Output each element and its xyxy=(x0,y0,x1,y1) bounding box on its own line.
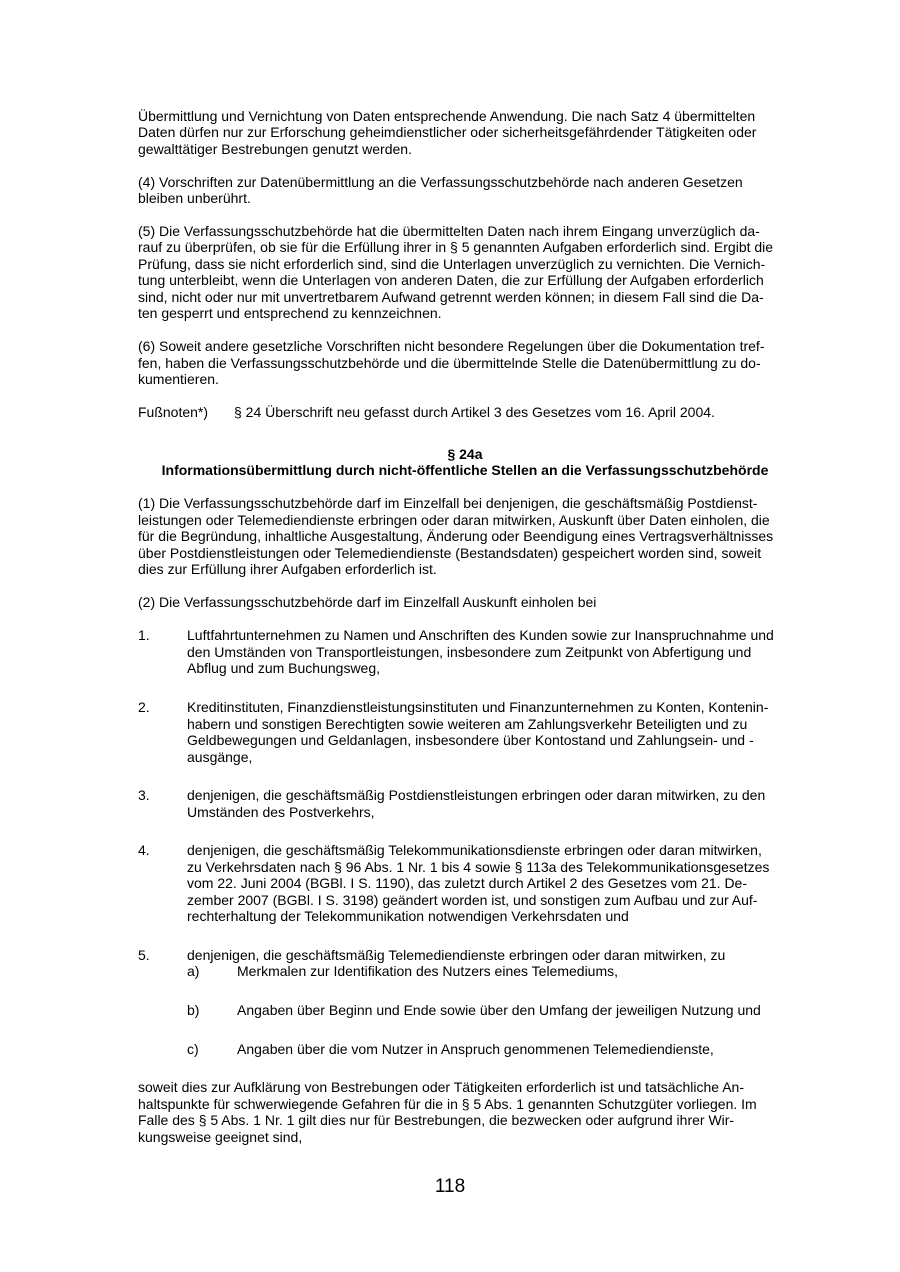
list-number: 4. xyxy=(138,842,150,858)
section-title: Informationsübermittlung durch nicht-öffentliche Stellen an die Verfassungsschutzbehörde xyxy=(161,462,769,478)
text-line: (6) Soweit andere gesetzliche Vorschriften nicht besondere Regelungen über die Dokumentation tref- xyxy=(138,338,765,354)
section-number: § 24a xyxy=(447,446,483,462)
text-line: Umständen des Postverkehrs, xyxy=(187,804,375,820)
text-line: rauf zu überprüfen, ob sie für die Erfüllung ihrer in § 5 genannten Aufgaben erforderlich sind. Ergibt die xyxy=(138,239,774,255)
text-line: Abflug und zum Buchungsweg, xyxy=(187,660,381,676)
text-line: haltspunkte für schwerwiegende Gefahren für die in § 5 Abs. 1 genannten Schutzgüter vorliegen. Im xyxy=(138,1096,757,1112)
text-line: kumentieren. xyxy=(138,371,219,387)
text-line: fen, haben die Verfassungsschutzbehörde und die übermittelnde Stelle die Datenübermittlung zu do- xyxy=(138,355,761,371)
footnote-text: § 24 Überschrift neu gefasst durch Artikel 3 des Gesetzes vom 16. April 2004. xyxy=(234,404,715,420)
sublist-letter: c) xyxy=(187,1041,199,1057)
text-line: Luftfahrtunternehmen zu Namen und Anschriften des Kunden sowie zur Inanspruchnahme und xyxy=(187,627,774,643)
text-line: für die Begründung, inhaltliche Ausgestaltung, Änderung oder Beendigung eines Vertragsverhältnisses xyxy=(138,528,774,544)
list-number: 1. xyxy=(138,627,150,643)
text-line: (4) Vorschriften zur Datenübermittlung an die Verfassungsschutzbehörde nach anderen Gesetzen xyxy=(138,174,743,190)
text-line: Angaben über die vom Nutzer in Anspruch genommenen Telemediendienste, xyxy=(237,1041,714,1057)
text-line: leistungen oder Telemediendienste erbringen oder daran mitwirken, Auskunft über Daten einholen, die xyxy=(138,512,770,528)
text-line: Falle des § 5 Abs. 1 Nr. 1 gilt dies nur für Bestrebungen, die bezwecken oder aufgrund ihrer Wir- xyxy=(138,1112,735,1128)
sublist-letter: b) xyxy=(187,1002,200,1018)
text-line: Geldbewegungen und Geldanlagen, insbesondere über Kontostand und Zahlungsein- und - xyxy=(187,732,754,748)
text-line: denjenigen, die geschäftsmäßig Telekommunikationsdienste erbringen oder daran mitwirken, xyxy=(187,842,762,858)
text-line: sind, nicht oder nur mit unvertretbarem Aufwand getrennt werden können; in diesem Fall sind die Da- xyxy=(138,289,764,305)
text-line: kungsweise geeignet sind, xyxy=(138,1129,303,1145)
text-line: ten gesperrt und entsprechend zu kennzeichnen. xyxy=(138,305,442,321)
text-line: bleiben unberührt. xyxy=(138,190,251,206)
text-line: denjenigen, die geschäftsmäßig Postdienstleistungen erbringen oder daran mitwirken, zu den xyxy=(187,787,766,803)
text-line: (5) Die Verfassungsschutzbehörde hat die übermittelten Daten nach ihrem Eingang unverzüglich da- xyxy=(138,223,760,239)
text-line: soweit dies zur Aufklärung von Bestrebungen oder Tätigkeiten erforderlich ist und tatsächliche An- xyxy=(138,1079,744,1095)
text-line: Prüfung, dass sie nicht erforderlich sind, sind die Unterlagen unverzüglich zu vernichten. Die Vernich- xyxy=(138,256,766,272)
text-line: vom 22. Juni 2004 (BGBl. I S. 1190), das zuletzt durch Artikel 2 des Gesetzes vom 21. De- xyxy=(187,875,748,891)
text-line: Angaben über Beginn und Ende sowie über den Umfang der jeweiligen Nutzung und xyxy=(237,1002,761,1018)
subsection-2-intro: (2) Die Verfassungsschutzbehörde darf im Einzelfall Auskunft einholen bei xyxy=(138,594,597,610)
sublist-letter: a) xyxy=(187,963,200,979)
text-line: rechterhaltung der Telekommunikation notwendigen Verkehrsdaten und xyxy=(187,908,629,924)
text-line: tung unterbleibt, wenn die Unterlagen von anderen Daten, die zur Erfüllung der Aufgaben erforderlich xyxy=(138,272,764,288)
text-line: Kreditinstituten, Finanzdienstleistungsinstituten und Finanzunternehmen zu Konten, Kontenin- xyxy=(187,699,769,715)
text-line: (1) Die Verfassungsschutzbehörde darf im Einzelfall bei denjenigen, die geschäftsmäßig Postdienst- xyxy=(138,495,758,511)
page-number: 118 xyxy=(434,1176,466,1197)
text-line: Merkmalen zur Identifikation des Nutzers eines Telemediums, xyxy=(237,963,619,979)
text-line: ausgänge, xyxy=(187,749,253,765)
text-line: zu Verkehrsdaten nach § 96 Abs. 1 Nr. 1 bis 4 sowie § 113a des Telekommunikationsgesetzes xyxy=(187,859,770,875)
text-line: Daten dürfen nur zur Erforschung geheimdienstlicher oder sicherheitsgefährdender Tätigkeiten oder xyxy=(138,124,757,140)
text-line: habern und sonstigen Berechtigten sowie weiteren am Zahlungsverkehr Beteiligten und zu xyxy=(187,716,748,732)
text-line: den Umständen von Transportleistungen, insbesondere zum Zeitpunkt von Abfertigung und xyxy=(187,644,752,660)
list-number: 3. xyxy=(138,787,150,803)
text-line: zember 2007 (BGBl. I S. 3198) geändert worden ist, und sonstigen zum Aufbau und zur Auf- xyxy=(187,892,758,908)
list-number: 2. xyxy=(138,699,150,715)
text-line: über Postdienstleistungen oder Telemediendienste (Bestandsdaten) gespeichert worden sind, soweit xyxy=(138,545,762,561)
text-line: dies zur Erfüllung ihrer Aufgaben erforderlich ist. xyxy=(138,561,437,577)
text-line: denjenigen, die geschäftsmäßig Telemediendienste erbringen oder daran mitwirken, zu xyxy=(187,947,726,963)
list-number: 5. xyxy=(138,947,150,963)
text-line: Übermittlung und Vernichtung von Daten entsprechende Anwendung. Die nach Satz 4 übermittelten xyxy=(138,108,756,124)
text-line: gewalttätiger Bestrebungen genutzt werden. xyxy=(138,141,412,157)
footnote-label: Fußnoten*) xyxy=(138,404,209,420)
